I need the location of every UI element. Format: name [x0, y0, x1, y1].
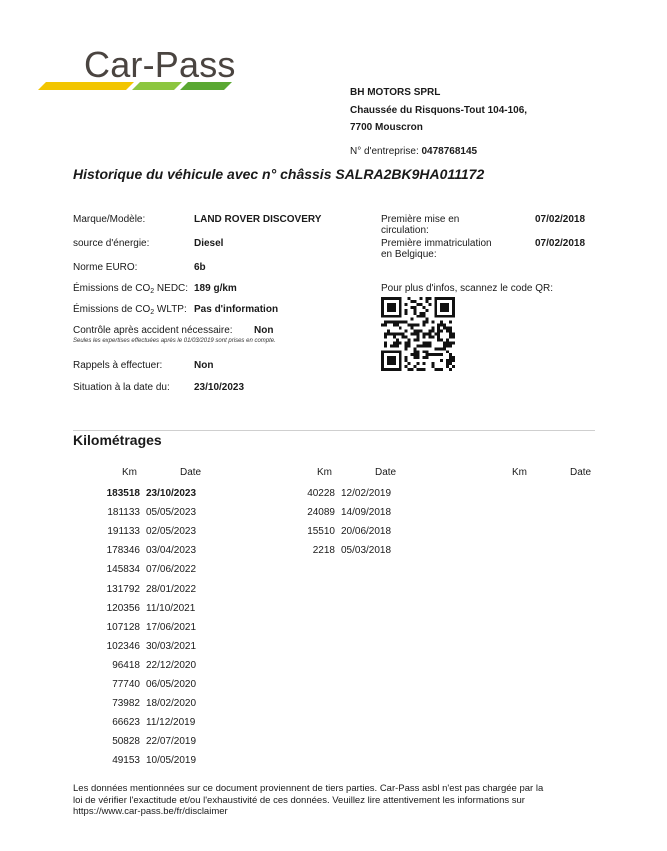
energy-label: source d'énergie:: [73, 238, 150, 249]
first-circulation-label-line2: circulation:: [381, 225, 429, 236]
mileage-km-cell: 50828: [112, 736, 140, 748]
mileage-km-cell: 49153: [112, 755, 140, 767]
disclaimer-line-2: loi de vérifier l'exactitude et/ou l'exhaustivité de ces données. Veuillez lire attentivement les informations sur: [73, 794, 525, 806]
mileage-date-cell: 17/06/2021: [146, 621, 197, 633]
km-header-col2: Km: [317, 467, 332, 478]
control-value: Non: [254, 325, 274, 336]
date-header-col3: Date: [570, 467, 592, 478]
brand-label: Marque/Modèle:: [73, 214, 146, 225]
mileage-date-cell: 11/10/2021: [146, 602, 196, 614]
mileage-date-cell: 10/05/2019: [146, 755, 197, 767]
mileage-km-cell: 96418: [112, 659, 140, 671]
disclaimer-link[interactable]: https://www.car-pass.be/fr/disclaimer: [73, 806, 228, 817]
mileage-km-cell: 183518: [106, 488, 140, 499]
first-circulation-label-line1: Première mise en: [381, 214, 460, 225]
mileage-km-cell: 107128: [106, 621, 140, 633]
dealer-name: BH MOTORS SPRL: [350, 87, 441, 98]
page-title: Historique du véhicule avec n° châssis SALRA2BK9HA011172: [73, 166, 485, 182]
mileage-km-cell: 120356: [106, 602, 140, 614]
euro-value: 6b: [194, 262, 206, 273]
situation-value: 23/10/2023: [194, 382, 245, 393]
mileage-date-cell: 22/12/2020: [146, 659, 197, 671]
mileage-date-cell: 06/05/2020: [146, 679, 197, 690]
mileage-date-cell: 20/06/2018: [341, 526, 392, 538]
mileage-km-cell: 131792: [106, 583, 140, 595]
mileage-km-cell: 15510: [307, 526, 335, 538]
enterprise-label: N° d'entreprise:: [350, 146, 419, 157]
mileage-date-cell: 12/02/2019: [341, 488, 392, 499]
section-divider: [73, 430, 595, 431]
wltp-label-post: WLTP:: [154, 304, 187, 315]
mileage-date-cell: 14/09/2018: [341, 507, 392, 519]
mileage-km-cell: 40228: [307, 488, 335, 499]
mileage-km-cell: 181133: [107, 507, 140, 519]
dealer-city: 7700 Mouscron: [350, 122, 423, 133]
situation-label: Situation à la date du:: [73, 382, 170, 393]
mileage-date-cell: 02/05/2023: [146, 526, 197, 538]
date-header-col2: Date: [375, 467, 397, 478]
nedc-label-sub: 2: [150, 288, 155, 295]
brand-value: LAND ROVER DISCOVERY: [194, 214, 322, 225]
first-circulation-label: [381, 214, 459, 236]
mileage-date-cell: 28/01/2022: [146, 583, 197, 595]
control-note: Seules les expertises effectuées après le 01/03/2019 sont prises en compte.: [73, 338, 276, 344]
mileage-date-cell: 30/03/2021: [146, 640, 197, 652]
mileage-section-title: Kilométrages: [73, 432, 162, 448]
logo-text: Car-Pass: [84, 44, 236, 85]
qr-label: Pour plus d'infos, scannez le code QR:: [381, 283, 554, 294]
nedc-value: 189 g/km: [194, 283, 237, 294]
energy-value: Diesel: [194, 238, 224, 249]
date-header-col1: Date: [180, 467, 202, 478]
nedc-label: [73, 283, 188, 295]
km-header-col1: Km: [122, 467, 137, 478]
mileage-km-cell: 77740: [112, 679, 140, 690]
mileage-km-cell: 102346: [106, 640, 140, 652]
mileage-km-cell: 2218: [312, 545, 335, 557]
first-registration-value: 07/02/2018: [535, 238, 586, 249]
dealer-enterprise-number: [350, 146, 477, 157]
recall-label: Rappels à effectuer:: [73, 360, 163, 371]
mileage-km-cell: 66623: [112, 717, 140, 729]
qr-code[interactable]: [381, 297, 455, 371]
mileage-date-cell: 07/06/2022: [146, 564, 197, 576]
mileage-date-cell: 22/07/2019: [146, 736, 197, 748]
first-registration-label-line1: Première immatriculation: [381, 238, 492, 249]
euro-label: Norme EURO:: [73, 262, 138, 273]
mileage-km-cell: 191133: [107, 526, 140, 538]
wltp-label-pre: Émissions de CO: [73, 304, 151, 315]
mileage-km-cell: 73982: [112, 698, 140, 710]
dealer-street: Chaussée du Risquons-Tout 104-106,: [350, 105, 528, 116]
first-registration-label: [381, 238, 492, 260]
nedc-label-post: NEDC:: [154, 283, 189, 294]
enterprise-value: 0478768145: [421, 146, 478, 157]
mileage-date-cell: 18/02/2020: [146, 698, 197, 710]
mileage-km-cell: 145834: [106, 564, 140, 576]
control-label: Contrôle après accident nécessaire:: [73, 325, 233, 336]
wltp-label-sub: 2: [150, 309, 155, 316]
mileage-km-cell: 178346: [106, 545, 140, 557]
first-circulation-value: 07/02/2018: [535, 214, 586, 225]
recall-value: Non: [194, 360, 214, 371]
mileage-date-cell: 23/10/2023: [146, 488, 197, 499]
mileage-date-cell: 03/04/2023: [146, 545, 197, 557]
mileage-date-cell: 11/12/2019: [146, 717, 196, 729]
mileage-km-cell: 24089: [307, 507, 335, 519]
mileage-date-cell: 05/05/2023: [146, 507, 197, 519]
km-header-col3: Km: [512, 467, 527, 478]
nedc-label-pre: Émissions de CO: [73, 283, 151, 294]
wltp-value: Pas d'information: [194, 304, 279, 315]
first-registration-label-line2: en Belgique:: [381, 249, 437, 260]
wltp-label: [73, 304, 187, 316]
disclaimer-footer: [73, 783, 603, 818]
mileage-date-cell: 05/03/2018: [341, 545, 392, 557]
disclaimer-line-1: Les données mentionnées sur ce document proviennent de tiers parties. Car-Pass asbl n'est pas chargée par la: [73, 783, 544, 794]
